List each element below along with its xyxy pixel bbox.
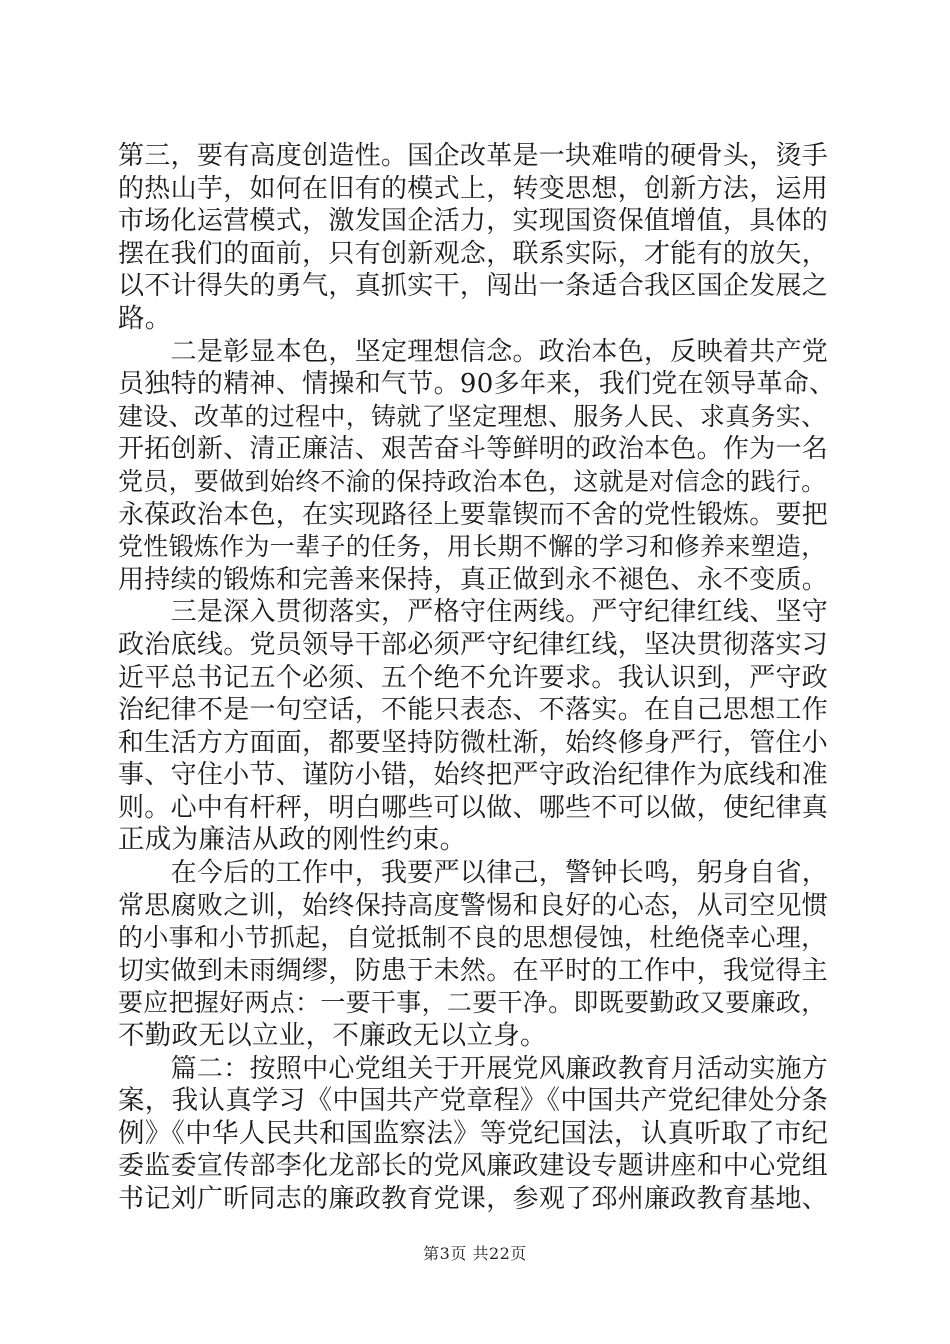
text-line: 二是彰显本色，坚定理想信念。政治本色，反映着共产党 [118, 336, 829, 367]
text-line: 政治底线。党员领导干部必须严守纪律红线，坚决贯彻落实习 [118, 629, 829, 660]
text-line: 要应把握好两点：一要干事，二要干净。即既要勤政又要廉政， [118, 988, 827, 1018]
text-line: 三是深入贯彻落实，严格守住两线。严守纪律红线、坚守 [118, 597, 829, 628]
text-line: 例》《中华人民共和国监察法》等党纪国法，认真听取了市纪 [118, 1117, 829, 1149]
page-footer: 第3页 共22页 [423, 1244, 527, 1263]
text-line: 以不计得失的勇气，真抓实干，闯出一条适合我区国企发展之 [118, 271, 829, 302]
text-line: 常思腐败之训，始终保持高度警惕和良好的心态，从司空见惯 [118, 890, 829, 921]
text-line: 建设、改革的过程中，铸就了坚定理想、服务人民、求真务实、 [118, 401, 827, 431]
text-line: 则。心中有杆秤，明白哪些可以做、哪些不可以做，使纪律真 [118, 792, 829, 823]
text-line: 治纪律不是一句空话，不能只表态、不落实。在自己思想工作 [118, 695, 829, 726]
text-line: 事、守住小节、谨防小错，始终把严守政治纪律作为底线和准 [118, 760, 829, 791]
text-line: 第三，要有高度创造性。国企改革是一块难啃的硬骨头，烫手 [118, 141, 829, 171]
text-line: 员独特的精神、情操和气节。90多年来，我们党在领导革命、 [118, 369, 836, 400]
text-line: 案，我认真学习《中国共产党章程》《中国共产党纪律处分条 [118, 1085, 829, 1117]
text-line: 市场化运营模式，激发国企活力，实现国资保值增值，具体的 [118, 206, 829, 237]
text-line: 切实做到未雨绸缪，防患于未然。在平时的工作中，我觉得主 [118, 955, 829, 986]
text-line: 路。 [118, 302, 172, 334]
text-line: 党员，要做到始终不渝的保持政治本色，这就是对信念的践行。 [118, 466, 827, 496]
text-line: 委监委宣传部李化龙部长的党风廉政建设专题讲座和中心党组 [118, 1151, 829, 1182]
text-line: 不勤政无以立业，不廉政无以立身。 [118, 1020, 547, 1052]
text-line: 用持续的锻炼和完善来保持，真正做到永不褪色、永不变质。 [118, 564, 829, 595]
text-line: 在今后的工作中，我要严以律己，警钟长鸣，躬身自省， [118, 858, 829, 889]
text-line: 篇二：按照中心党组关于开展党风廉政教育月活动实施方 [118, 1053, 829, 1084]
text-line: 党性锻炼作为一辈子的任务，用长期不懈的学习和修养来塑造， [118, 532, 827, 562]
text-line: 近平总书记五个必须、五个绝不允许要求。我认识到，严守政 [118, 662, 829, 693]
text-line: 永葆政治本色，在实现路径上要靠锲而不舍的党性锻炼。要把 [118, 499, 829, 530]
document-body [118, 140, 838, 1216]
text-line: 书记刘广昕同志的廉政教育党课，参观了邳州廉政教育基地、 [118, 1184, 829, 1214]
text-line: 开拓创新、清正廉洁、艰苦奋斗等鲜明的政治本色。作为一名 [118, 434, 829, 465]
text-line: 的小事和小节抓起，自觉抵制不良的思想侵蚀，杜绝侥幸心理， [118, 923, 827, 953]
text-line: 的热山芋，如何在旧有的模式上，转变思想，创新方法，运用 [118, 173, 829, 204]
text-line: 正成为廉洁从政的刚性约束。 [118, 824, 467, 856]
text-line: 和生活方方面面，都要坚持防微杜渐，始终修身严行，管住小 [118, 727, 829, 758]
text-line: 摆在我们的面前，只有创新观念，联系实际，才能有的放矢， [118, 238, 829, 269]
